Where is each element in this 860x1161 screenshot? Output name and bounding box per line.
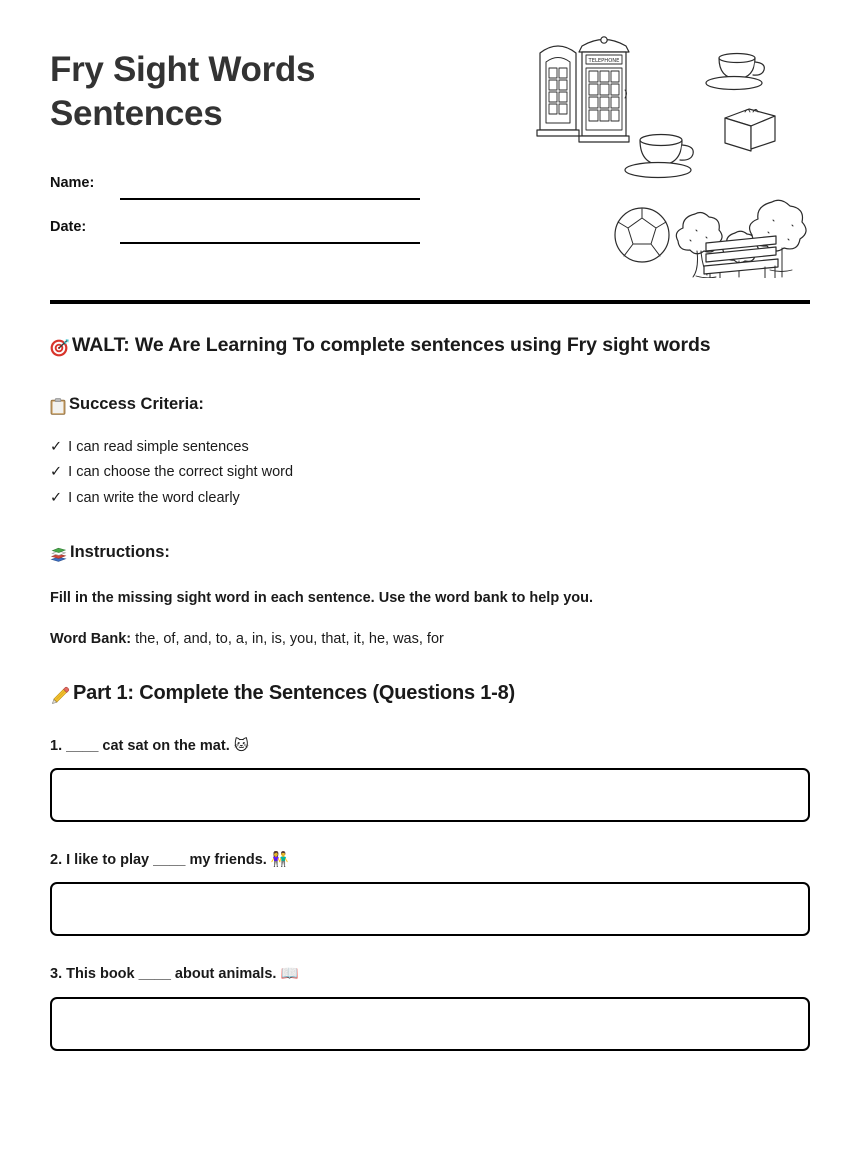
question-1-number: 1.	[50, 737, 63, 754]
success-criteria-item	[50, 486, 810, 512]
teacup-icon	[706, 54, 764, 90]
pencil-icon	[50, 682, 70, 708]
success-criteria-item-text: I can choose the correct sight word	[68, 464, 294, 481]
date-field-label: Date:	[50, 219, 87, 235]
name-input-line[interactable]	[120, 198, 420, 200]
instructions-label: Instructions:	[70, 542, 170, 561]
cat-face-icon: 🐱	[233, 737, 249, 754]
success-criteria-item-text: I can write the word clearly	[68, 489, 240, 506]
check-icon: ✓	[50, 489, 63, 506]
worksheet-header	[50, 0, 810, 282]
part1-title: Part 1: Complete the Sentences (Questions 1-8)	[73, 681, 516, 704]
success-criteria-label: Success Criteria:	[69, 395, 204, 414]
page-title: Fry Sight Words Sentences	[50, 50, 316, 133]
question-2-text: I like to play ____ my friends.	[66, 851, 267, 868]
check-icon: ✓	[50, 438, 63, 455]
question-3	[50, 964, 810, 984]
question-2	[50, 850, 810, 870]
dart-target-icon	[50, 333, 69, 363]
success-criteria-item-text: I can read simple sentences	[68, 438, 249, 455]
teacup-icon	[625, 135, 693, 178]
football-icon	[615, 208, 669, 262]
question-2-number: 2.	[50, 851, 63, 868]
question-3-text: This book ____ about animals.	[66, 966, 277, 983]
couple-holding-hands-icon: 👫	[270, 851, 289, 868]
walt-statement	[50, 330, 810, 363]
answer-box-1[interactable]	[50, 768, 810, 822]
name-field-label: Name:	[50, 175, 95, 191]
telephone-box-icon	[537, 46, 579, 136]
word-bank-words: the, of, and, to, a, in, is, you, that, it, he, was, for	[135, 631, 444, 648]
word-bank	[50, 629, 810, 649]
books-icon	[50, 544, 67, 565]
answer-box-3[interactable]	[50, 997, 810, 1051]
success-criteria-heading	[50, 394, 810, 417]
instructions-heading	[50, 542, 810, 565]
header-illustration	[520, 18, 820, 278]
worksheet-body	[50, 304, 810, 1051]
answer-box-2[interactable]	[50, 882, 810, 936]
question-1	[50, 736, 810, 756]
date-input-line[interactable]	[120, 242, 420, 244]
cake-icon	[725, 109, 775, 151]
open-book-icon: 📖	[280, 966, 299, 983]
question-3-number: 3.	[50, 966, 63, 983]
telephone-box-icon	[579, 37, 629, 142]
clipboard-icon	[50, 396, 66, 417]
success-criteria-list	[50, 435, 810, 512]
telephone-sign-text: TELEPHONE	[588, 58, 620, 64]
question-1-text: ____ cat sat on the mat.	[66, 737, 230, 754]
walt-text: WALT: We Are Learning To complete sentences using Fry sight words	[72, 334, 711, 356]
success-criteria-item	[50, 460, 810, 486]
word-bank-label: Word Bank:	[50, 631, 132, 648]
success-criteria-item	[50, 435, 810, 461]
check-icon: ✓	[50, 464, 63, 481]
instructions-text: Fill in the missing sight word in each sentence. Use the word bank to help you.	[50, 590, 594, 607]
part1-heading	[50, 680, 810, 708]
